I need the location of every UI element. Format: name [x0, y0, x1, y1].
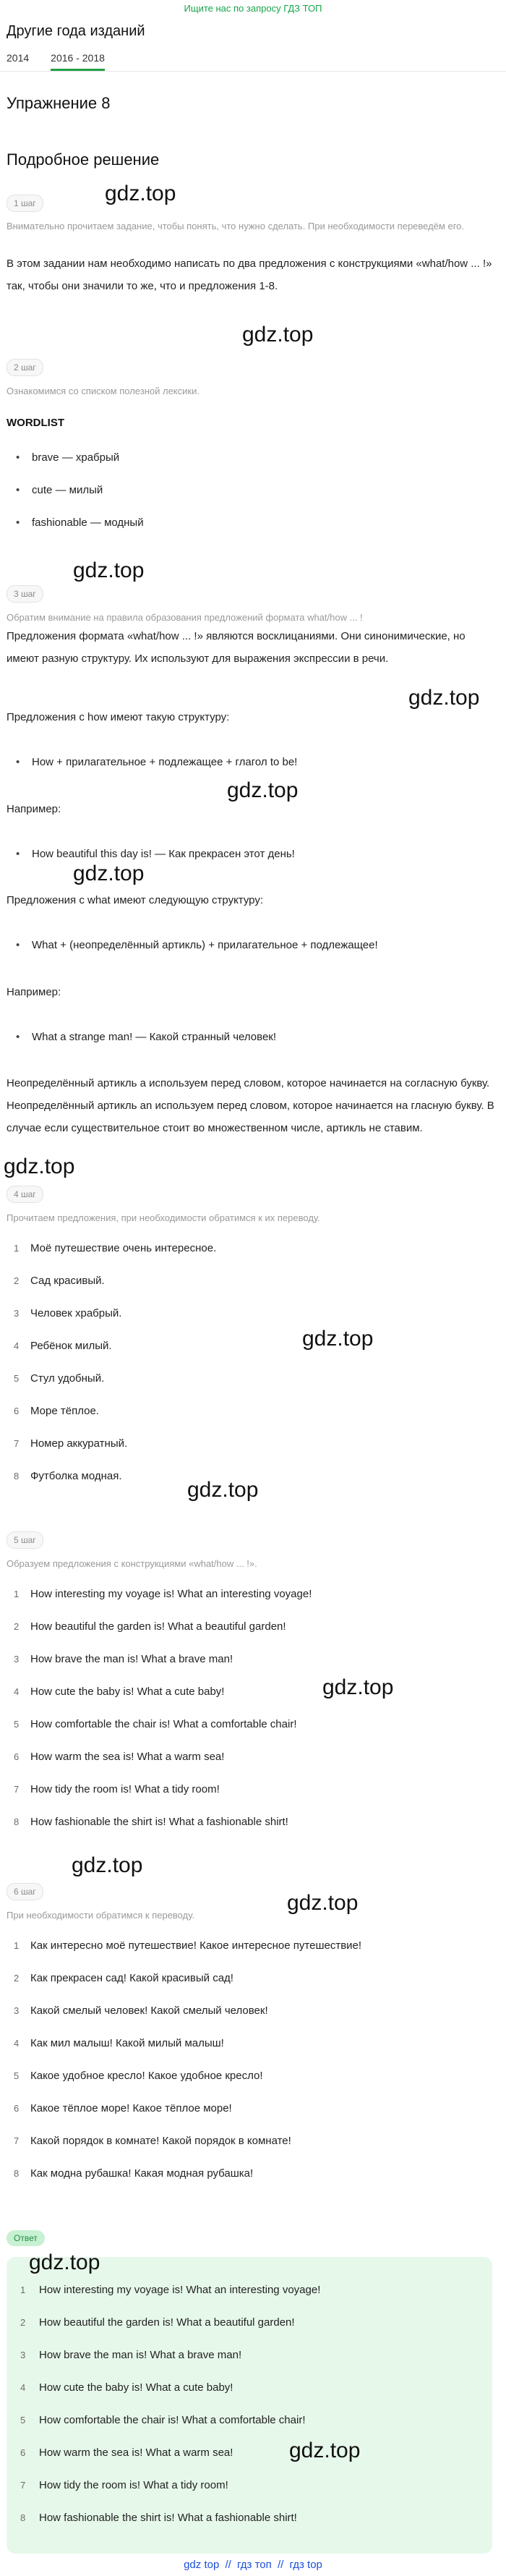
answer-item: 5 How comfortable the chair is! What a comfortable chair!	[20, 2414, 306, 2426]
list-item: 8 Футболка модная.	[14, 1470, 122, 1482]
bullet-icon: •	[16, 517, 20, 529]
list-item: 1 Как интересно моё путешествие! Какое интересное путешествие!	[14, 1939, 362, 1952]
solution-title: Подробное решение	[7, 150, 160, 169]
watermark: gdz.top	[227, 778, 299, 802]
list-item: 3 Какой смелый человек! Какой смелый человек!	[14, 2005, 268, 2017]
bullet-icon: •	[16, 451, 20, 464]
list-item: 4 Как мил малыш! Какой милый малыш!	[14, 2037, 224, 2049]
watermark: gdz.top	[242, 323, 314, 347]
step-5-badge: 5 шаг	[7, 1531, 43, 1549]
answer-item: 3 How brave the man is! What a brave man!	[20, 2349, 242, 2361]
exercise-title: Упражнение 8	[7, 94, 111, 112]
list-item: 5 How comfortable the chair is! What a comfortable chair!	[14, 1718, 297, 1730]
footer-link-gdz-top[interactable]: gdz top	[184, 2559, 220, 2571]
watermark: gdz.top	[73, 558, 145, 582]
footer-link-gdz-top-mixed[interactable]: гдз top	[289, 2559, 322, 2571]
list-item: 3 How brave the man is! What a brave man!	[14, 1653, 233, 1665]
tabs-divider	[0, 71, 506, 72]
bullet-icon: •	[16, 756, 20, 768]
list-item: 6 How warm the sea is! What a warm sea!	[14, 1751, 225, 1763]
list-item: 2 Как прекрасен сад! Какой красивый сад!	[14, 1972, 233, 1984]
tab-2016-2018[interactable]: 2016 - 2018	[51, 52, 105, 71]
step-1-note: Внимательно прочитаем задание, чтобы понять, что нужно сделать. При необходимости переведём его.	[7, 221, 464, 231]
example-label: Например:	[7, 986, 61, 998]
footer-separator: //	[277, 2559, 284, 2571]
watermark: gdz.top	[302, 1327, 374, 1351]
word-item: • fashionable — модный	[16, 515, 144, 531]
answer-badge: Ответ	[7, 2230, 45, 2246]
word-item: • brave — храбрый	[16, 450, 119, 466]
list-item: 6 Какое тёплое море! Какое тёплое море!	[14, 2102, 232, 2114]
step-3-note: Обратим внимание на правила образования предложений формата what/how ... !	[7, 612, 363, 623]
step-6-badge: 6 шаг	[7, 1883, 43, 1900]
watermark: gdz.top	[289, 2439, 361, 2462]
footer-link-gdz-top-ru[interactable]: гдз топ	[237, 2559, 272, 2571]
list-item: 5 Стул удобный.	[14, 1372, 105, 1385]
watermark: gdz.top	[72, 1853, 143, 1877]
how-structure: • How + прилагательное + подлежащее + глагол to be!	[16, 754, 297, 770]
list-item: 3 Человек храбрый.	[14, 1307, 122, 1319]
watermark: gdz.top	[408, 686, 480, 710]
step-3-badge: 3 шаг	[7, 585, 43, 603]
step-6-list	[7, 1938, 498, 2198]
article-rule: Неопределённый артикль а используем перед словом, которое начинается на согласную букву. Неопределённый артикль an используем перед словом, которое начинается на гласную букву. В случае если существительное стоит во множественном числе, артикль не ставим.	[7, 1077, 494, 1134]
other-years-heading: Другие года изданий	[7, 23, 145, 39]
tab-2014[interactable]: 2014	[7, 52, 30, 64]
what-structure-label: Предложения с what имеют следующую структуру:	[7, 894, 264, 906]
answer-item: 1 How interesting my voyage is! What an interesting voyage!	[20, 2284, 321, 2296]
example-label: Например:	[7, 803, 61, 815]
watermark: gdz.top	[29, 2250, 100, 2274]
step-5-note: Образуем предложения с конструкциями «what/how ... !».	[7, 1558, 257, 1569]
list-item: 8 How fashionable the shirt is! What a fashionable shirt!	[14, 1816, 288, 1828]
step-4-list	[7, 1241, 498, 1501]
watermark: gdz.top	[287, 1891, 359, 1915]
step-6-note: При необходимости обратимся к переводу.	[7, 1910, 195, 1921]
list-item: 7 How tidy the room is! What a tidy room!	[14, 1783, 220, 1795]
step-4-note: Прочитаем предложения, при необходимости обратимся к их переводу.	[7, 1212, 320, 1223]
bullet-icon: •	[16, 939, 20, 951]
step-4-badge: 4 шаг	[7, 1186, 43, 1203]
list-item: 7 Какой порядок в комнате! Какой порядок в комнате!	[14, 2135, 291, 2147]
answer-item: 6 How warm the sea is! What a warm sea!	[20, 2447, 233, 2459]
what-example: • What a strange man! — Какой странный человек!	[16, 1029, 276, 1045]
list-item: 4 Ребёнок милый.	[14, 1340, 112, 1352]
watermark: gdz.top	[105, 182, 176, 205]
step-1-badge: 1 шаг	[7, 195, 43, 212]
watermark: gdz.top	[73, 862, 145, 885]
answer-item: 2 How beautiful the garden is! What a beautiful garden!	[20, 2316, 295, 2329]
list-item: 1 Моё путешествие очень интересное.	[14, 1242, 217, 1254]
what-structure: • What + (неопределённый артикль) + прилагательное + подлежащее!	[16, 938, 378, 953]
footer-links	[0, 2559, 506, 2571]
step-2-badge: 2 шаг	[7, 359, 43, 376]
answer-item: 8 How fashionable the shirt is! What a fashionable shirt!	[20, 2512, 297, 2524]
list-item: 8 Как модна рубашка! Какая модная рубашка!	[14, 2167, 254, 2180]
list-item: 2 How beautiful the garden is! What a beautiful garden!	[14, 1620, 286, 1633]
list-item: 7 Номер аккуратный.	[14, 1437, 128, 1450]
list-item: 6 Море тёплое.	[14, 1405, 99, 1417]
watermark: gdz.top	[187, 1478, 259, 1502]
answer-item: 7 How tidy the room is! What a tidy room!	[20, 2479, 228, 2491]
bullet-icon: •	[16, 1031, 20, 1043]
wordlist-title: WORDLIST	[7, 417, 64, 429]
step-5-list	[7, 1586, 498, 1847]
promo-link[interactable]: Ищите нас по запросу ГДЗ ТОП	[184, 3, 322, 14]
list-item: 1 How interesting my voyage is! What an interesting voyage!	[14, 1588, 312, 1600]
watermark: gdz.top	[322, 1675, 394, 1699]
watermark: gdz.top	[4, 1155, 75, 1178]
answer-item: 4 How cute the baby is! What a cute baby!	[20, 2381, 233, 2394]
bullet-icon: •	[16, 484, 20, 496]
list-item: 4 How cute the baby is! What a cute baby!	[14, 1686, 225, 1698]
how-example: • How beautiful this day is! — Как прекрасен этот день!	[16, 846, 295, 862]
list-item: 2 Сад красивый.	[14, 1275, 105, 1287]
list-item: 5 Какое удобное кресло! Какое удобное кресло!	[14, 2070, 263, 2082]
word-item: • cute — милый	[16, 483, 103, 498]
step-1-text: В этом задании нам необходимо написать по два предложения с конструкциями «what/how ... !» так, чтобы они значили то же, что и предложения 1-8.	[7, 258, 492, 292]
year-tabs	[7, 52, 105, 71]
bullet-icon: •	[16, 848, 20, 860]
footer-separator: //	[225, 2559, 231, 2571]
step-2-note: Ознакомимся со списком полезной лексики.	[7, 386, 200, 396]
step-3-intro: Предложения формата «what/how ... !» являются восклицаниями. Они синонимические, но имеют разную структуру. Их используют для выражения экспрессии в речи.	[7, 630, 466, 665]
how-structure-label: Предложения с how имеют такую структуру:	[7, 711, 230, 723]
answer-list	[7, 2282, 492, 2543]
